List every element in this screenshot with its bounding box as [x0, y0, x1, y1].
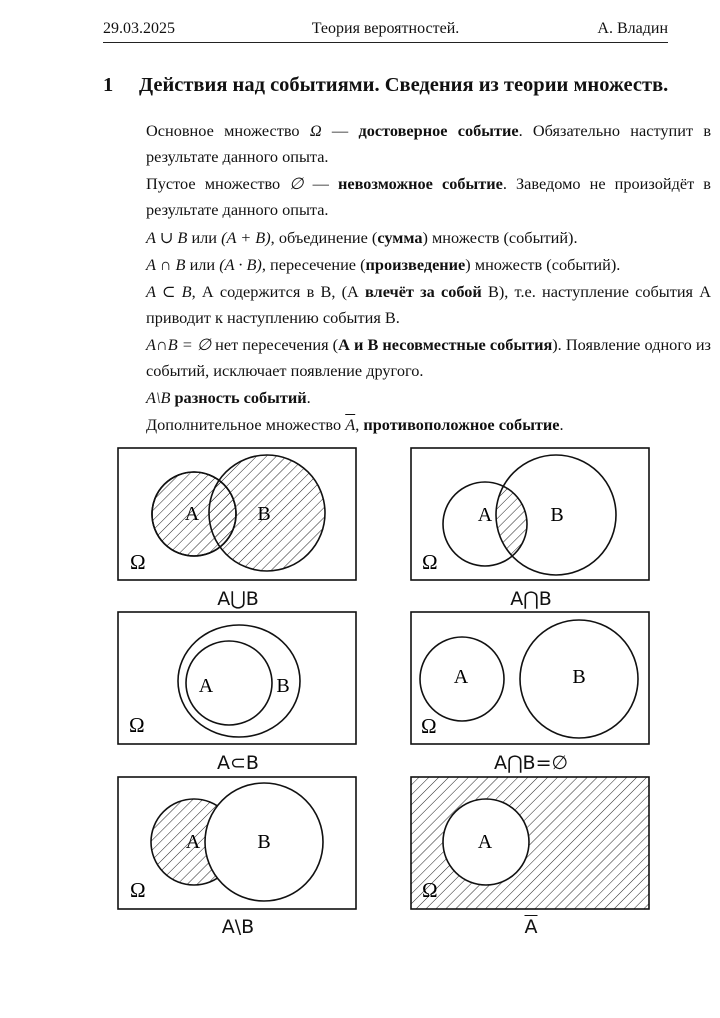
- venn-union: [117, 447, 359, 583]
- section-title: [103, 74, 683, 97]
- label-b: B: [550, 504, 564, 526]
- label-a: A: [477, 504, 493, 526]
- omega-label: Ω: [129, 713, 145, 737]
- paragraph-intersection: A ∩ B или (A · B), пересечение (произведение) множеств (событий).: [146, 255, 621, 274]
- paragraph-certain-event: Основное множество Ω — достоверное событие. Обязательно наступит в результате данного опыта.: [146, 121, 712, 166]
- section-number: 1: [103, 74, 114, 96]
- label-b: B: [276, 675, 290, 697]
- label-b: B: [572, 666, 586, 688]
- label-b: B: [257, 503, 271, 525]
- label-a: A: [185, 831, 201, 853]
- header-date: 29.03.2025: [103, 20, 175, 37]
- caption-complement: [411, 916, 651, 938]
- paragraph-difference: A\B разность событий.: [146, 388, 311, 407]
- label-a: A: [477, 831, 493, 853]
- venn-difference: [117, 776, 359, 912]
- section-title-text: Действия над событиями. Сведения из теории множеств.: [139, 74, 669, 96]
- omega-label: Ω: [421, 714, 437, 738]
- paragraph-union: A ∪ B или (A + B), объединение (сумма) множеств (событий).: [146, 228, 578, 247]
- paragraph-impossible-event: Пустое множество ∅ — невозможное событие. Заведомо не произойдёт в результате данного опыта.: [146, 174, 711, 219]
- paragraph-disjoint: A∩B = ∅ нет пересечения (А и В несовместные события). Появление одного из событий, исключает появление другого.: [146, 335, 711, 380]
- venn-disjoint: [410, 611, 652, 747]
- omega-label: Ω: [130, 550, 146, 574]
- caption-union: A⋃B: [217, 588, 259, 610]
- caption-subset: A⊂B: [217, 752, 259, 774]
- page-header: [103, 20, 668, 43]
- venn-intersection: [410, 447, 652, 583]
- header-author: А. Владин: [597, 20, 668, 37]
- label-a: A: [184, 503, 200, 525]
- paragraph-subset: A ⊂ B, А содержится в В, (А влечёт за собой В), т.е. наступление события А приводит к наступлению события В.: [146, 282, 711, 327]
- omega-label: Ω: [422, 550, 438, 574]
- caption-intersection: A⋂B: [510, 588, 552, 610]
- venn-complement: [410, 776, 652, 912]
- omega-label: Ω: [130, 878, 146, 902]
- label-a: A: [198, 675, 214, 697]
- venn-subset: [117, 611, 359, 747]
- label-a: A: [453, 666, 469, 688]
- header-subject: Теория вероятностей.: [311, 20, 460, 37]
- omega-label: Ω: [422, 878, 438, 902]
- paragraph-complement: Дополнительное множество $\overline{A}$, противоположное событие.: [146, 415, 564, 434]
- caption-complement-text: $\overline{A}$: [524, 916, 538, 938]
- caption-difference: A\B: [221, 916, 255, 938]
- caption-disjoint: A⋂B=∅: [493, 752, 569, 774]
- label-b: B: [257, 831, 271, 853]
